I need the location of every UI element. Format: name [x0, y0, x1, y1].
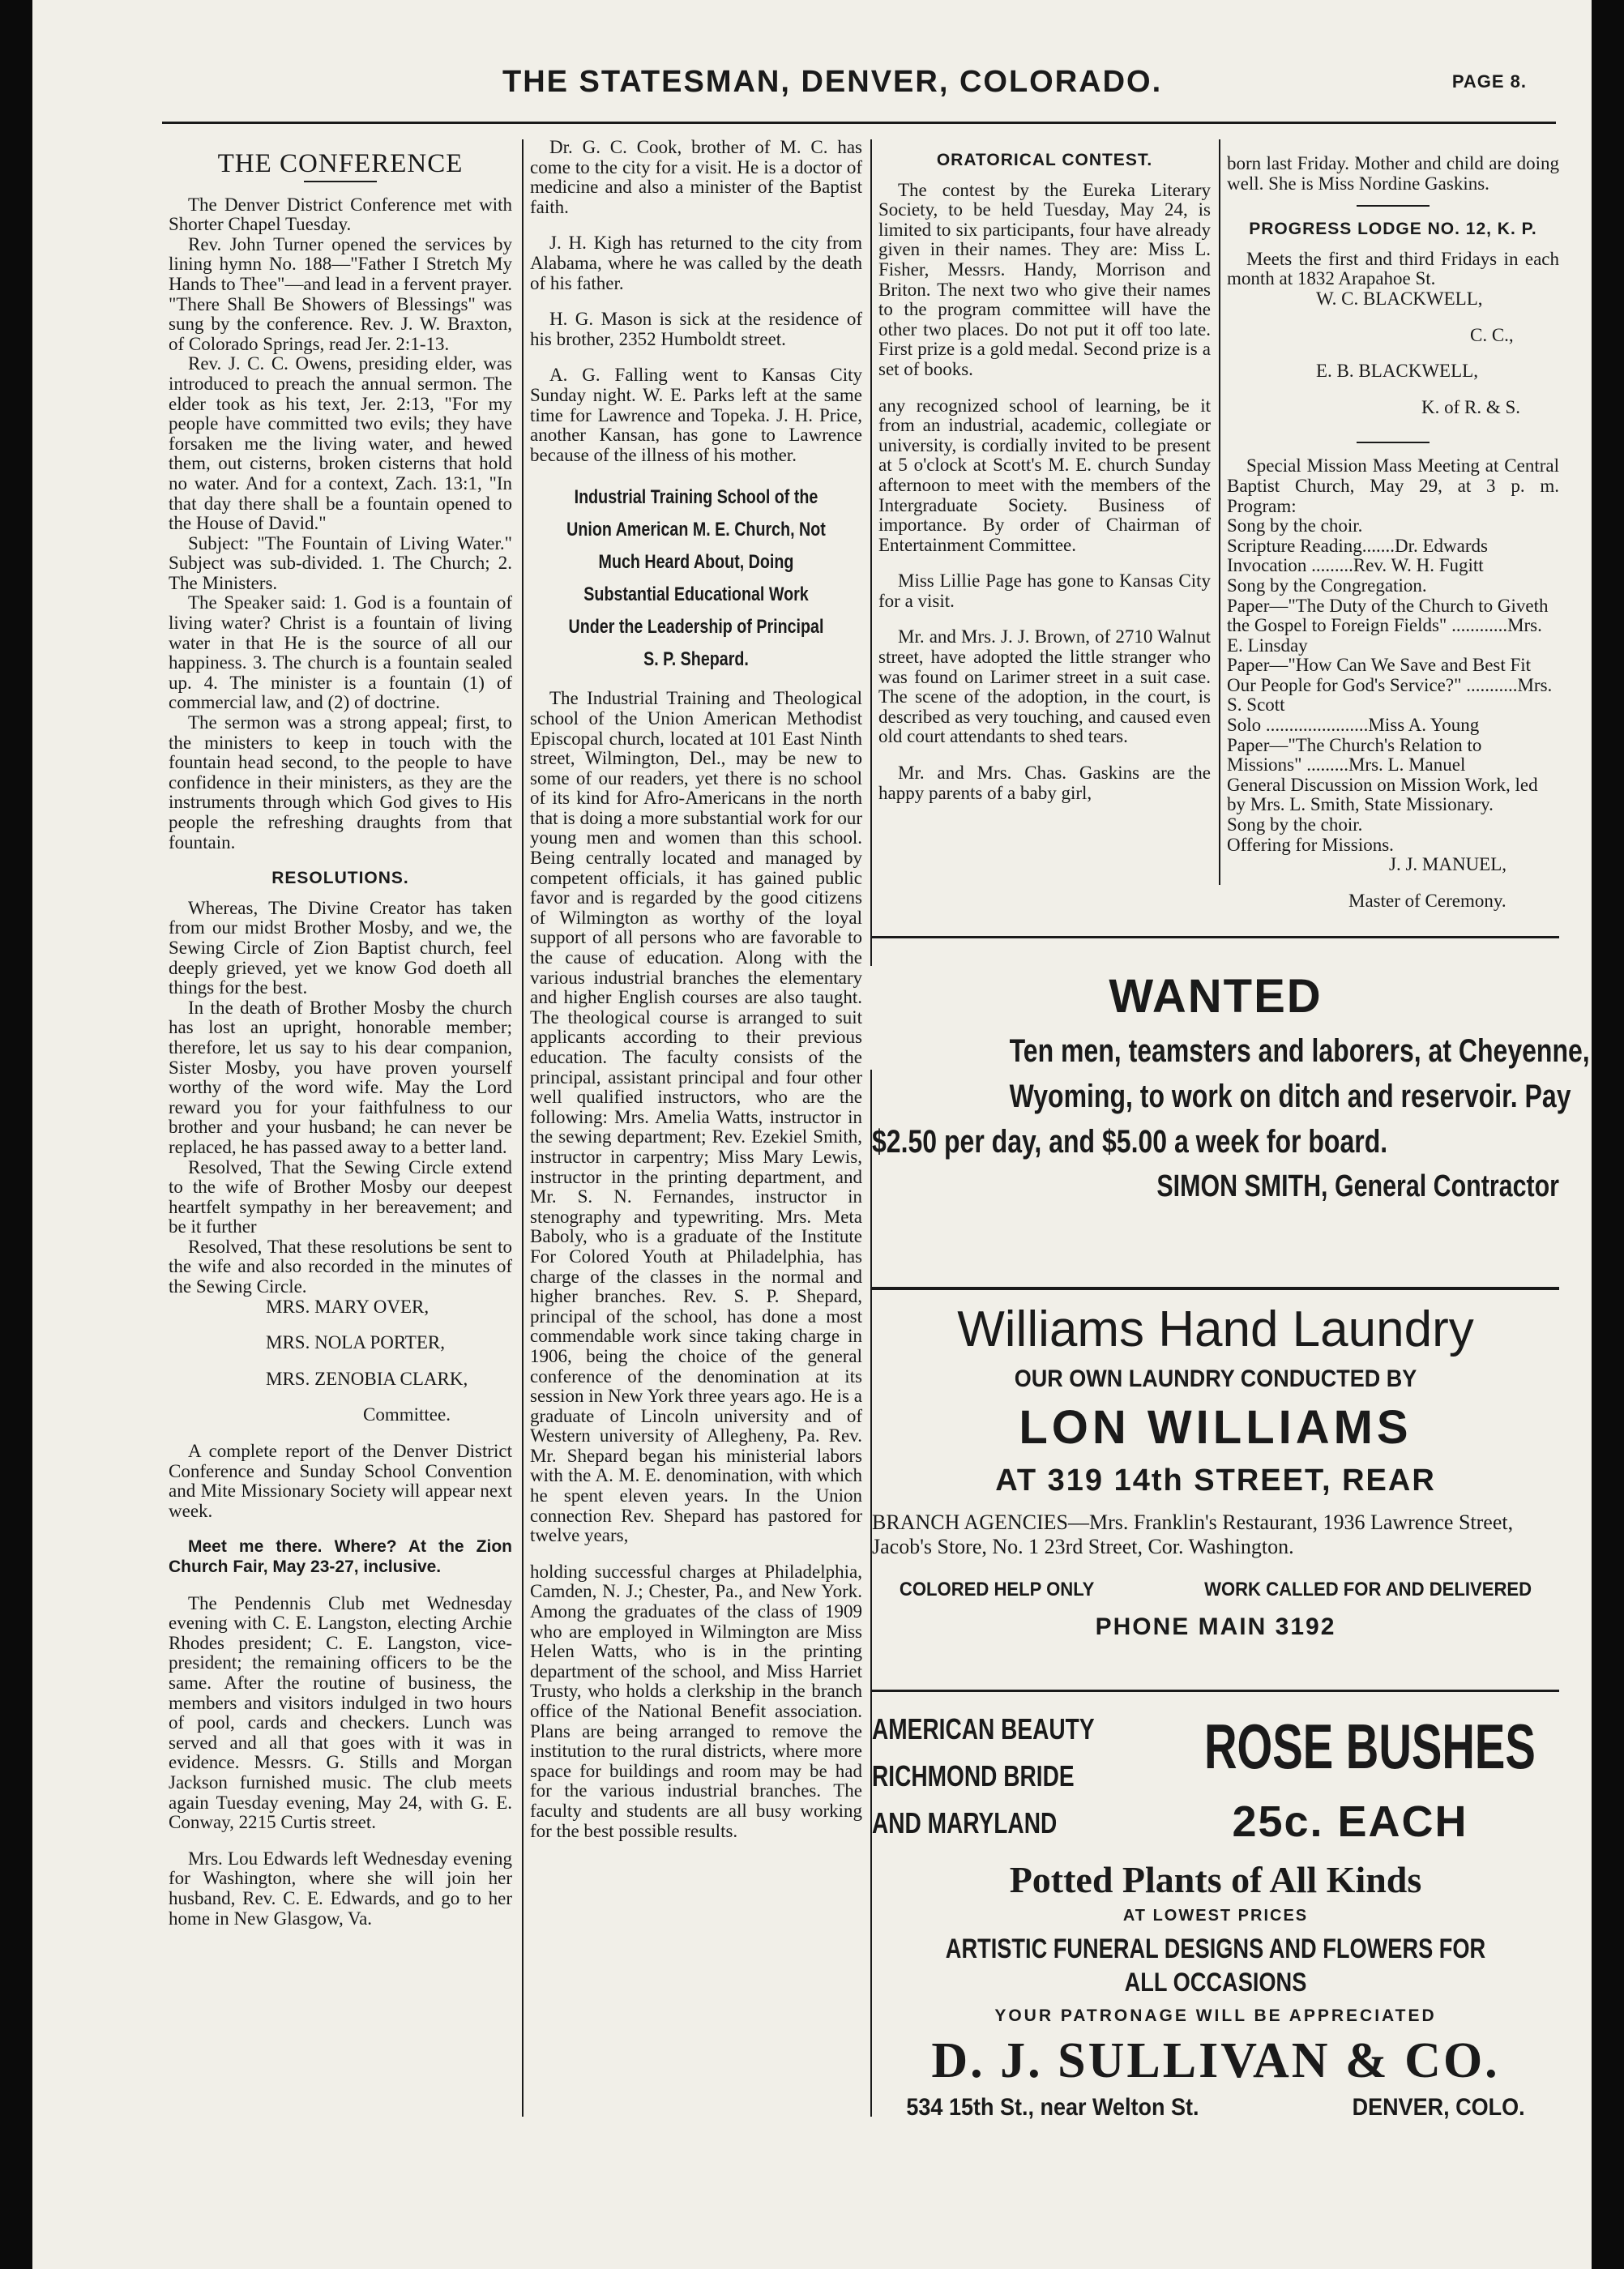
born-paragraph: born last Friday. Mother and child are doing well. She is Miss Nordine Gaskins.: [1227, 153, 1559, 194]
patronage-note: YOUR PATRONAGE WILL BE APPRECIATED: [994, 2006, 1437, 2025]
program-item: Solo ......................Miss A. Young: [1227, 715, 1480, 736]
work-called-label: WORK CALLED FOR AND DELIVERED: [1204, 1579, 1532, 1600]
brown-paragraph: Mr. and Mrs. J. J. Brown, of 2710 Walnut street, have adopted the little stranger who was found on Larimer street in a suit case. The scene of the adoption, in the court, is described as very touching, and caused even old court attendants to shed tears.: [878, 626, 1211, 747]
lodge-signer-title: K. of R. & S.: [1421, 396, 1521, 417]
page-paragraph: Miss Lillie Page has gone to Kansas City for a visit.: [878, 570, 1211, 611]
potted-plants: Potted Plants of All Kinds: [1009, 1859, 1422, 1900]
school-headline: Industrial Training School of the Union American M. E. Church, Not Much Heard About, Doing Substantial Educational Work Under the Leadership of Principal S. P. Shepard.: [566, 486, 826, 671]
column-rule-2: [870, 139, 872, 966]
laundry-branches: BRANCH AGENCIES—Mrs. Franklin's Restaurant, 1936 Lawrence Street, Jacob's Store, No. 1 23rd Street, Cor. Washington.: [872, 1511, 1514, 1558]
edwards-paragraph: Mrs. Lou Edwards left Wednesday evening for Washington, where she will join her husband, Rev. C. E. Edwards, and go to her home in New Glasgow, Va.: [169, 1848, 512, 1929]
resolutions-paragraph: Resolved, That these resolutions be sent to the wife and also recorded in the minutes of the Sewing Circle.: [169, 1236, 512, 1297]
laundry-title: Williams Hand Laundry: [957, 1301, 1474, 1357]
laundry-name: LON WILLIAMS: [1019, 1401, 1412, 1454]
ad-rule-1: [872, 936, 1559, 938]
program-item: Song by the Congregation.: [1227, 575, 1427, 596]
kigh-paragraph: J. H. Kigh has returned to the city from Alabama, where he was called by the death of his father.: [530, 233, 862, 293]
fair-notice: Meet me there. Where? At the Zion Church Fair, May 23-27, inclusive.: [169, 1537, 512, 1576]
resolutions-paragraph: Whereas, The Divine Creator has taken from our midst Brother Mosby, and we, the Sewing Circle of Zion Baptist church, feel deeply grieved, yet we know God doeth all things for the best.: [169, 897, 512, 998]
section-rule: [1357, 205, 1430, 207]
wanted-line: Ten men, teamsters and laborers, at Cheyenne,: [1009, 1033, 1590, 1069]
column-2: [530, 138, 862, 1857]
rose-price: 25c. EACH: [1232, 1797, 1468, 1846]
program-list: [1227, 516, 1559, 855]
program-item: Paper—"The Duty of the Church to Giveth the Gospel to Foreign Fields" ............Mrs. E. Linsday: [1227, 595, 1549, 656]
lodge-signer: E. B. BLACKWELL,: [1316, 361, 1478, 382]
rose-variety: AND MARYLAND: [872, 1806, 1058, 1840]
rose-varieties: [872, 1706, 1095, 1847]
column-3: [878, 138, 1211, 819]
wanted-line: Wyoming, to work on ditch and reservoir. Pay: [1009, 1079, 1571, 1114]
street-address: 534 15th St., near Welton St.: [906, 2094, 1199, 2121]
school-paragraph-continued: holding successful charges at Philadelphia, Camden, N. J.; Chester, Pa., and New York. Among the graduates of the class of 1909 who are employed in Wilmington are Miss Helen Watts, who is in the printing department of the school, and Miss Harriet Trusty, who holds a clerkship in the branch office of the National Benefit association. Plans are being arranged to remove the institution to the rural districts, where more space for buildings and room may be had for the various industrial branches. The faculty and students are all busy working for the best possible results.: [530, 1561, 862, 1841]
laundry-footer: [900, 1579, 1532, 1601]
wanted-line: $2.50 per day, and $5.00 a week for board.: [872, 1124, 1388, 1160]
program-item: Song by the choir.: [1227, 814, 1363, 835]
lodge-heading: PROGRESS LODGE NO. 12, K. P.: [1249, 220, 1537, 239]
column-rule-1: [522, 139, 524, 2117]
wanted-ad: [872, 968, 1590, 1236]
program-item: Invocation .........Rev. W. H. Fugitt: [1227, 555, 1484, 576]
pendennis-paragraph: The Pendennis Club met Wednesday evening with C. E. Langston, electing Archie Rhodes president; C. E. Langston, vice-president; the remaining officers to be the same. After the routine of business, the members and visitors indulged in two hours of pool, cards and checkers. Lunch was served and all that goes with it was in evidence. Messrs. G. Stills and Morgan Jackson furnished music. The club meets again Tuesday evening, May 24, with G. E. Conway, 2215 Curtis street.: [169, 1592, 512, 1833]
rose-bushes-ad: [872, 1698, 1559, 2119]
laundry-address: AT 319 14th STREET, REAR: [995, 1464, 1436, 1498]
resolutions-heading: RESOLUTIONS.: [271, 869, 409, 888]
conference-heading: THE CONFERENCE: [217, 149, 464, 178]
program-item: General Discussion on Mission Work, led by Mrs. L. Smith, State Missionary.: [1227, 774, 1538, 815]
rose-variety: AMERICAN BEAUTY: [872, 1712, 1095, 1746]
rose-variety: RICHMOND BRIDE: [872, 1759, 1075, 1793]
program-item: Paper—"How Can We Save and Best Fit Our People for God's Service?" ...........Mrs. S. Scott: [1227, 655, 1553, 716]
lodge-signer: W. C. BLACKWELL,: [1316, 288, 1483, 309]
laundry-ad: [872, 1297, 1559, 1686]
signer: MRS. ZENOBIA CLARK,: [266, 1368, 468, 1389]
lowest-prices: AT LOWEST PRICES: [1122, 1907, 1309, 1925]
lodge-signer-title: C. C.,: [1470, 324, 1514, 345]
report-paragraph: A complete report of the Denver District Conference and Sunday School Convention and Mite Missionary Society will appear next week.: [169, 1441, 512, 1521]
colored-help-label: COLORED HELP ONLY: [899, 1579, 1095, 1600]
conference-paragraph: The Denver District Conference met with Shorter Chapel Tuesday.: [169, 194, 512, 235]
funeral-designs: ARTISTIC FUNERAL DESIGNS AND FLOWERS FOR: [945, 1934, 1486, 1964]
oratorical-paragraph: The contest by the Eureka Literary Society, to be held Tuesday, May 24, is limited to six participants, four have already given in their names. They are: Miss L. Fisher, Messrs. Handy, Morrison and Briton. The next two who give their names to the program committee will have the other two places. Do not put it off too late. First prize is a gold medal. Second prize is a set of books.: [878, 179, 1211, 379]
masthead: [32, 65, 1592, 105]
ad-rule-2: [872, 1287, 1559, 1290]
wanted-signature: SIMON SMITH, General Contractor: [1156, 1169, 1559, 1203]
cook-paragraph: Dr. G. C. Cook, brother of M. C. has come to the city for a visit. He is a doctor of medicine and also a minister of the Baptist faith.: [530, 137, 862, 217]
section-rule: [1357, 442, 1430, 443]
newspaper-page: [32, 0, 1592, 2269]
laundry-subtitle: OUR OWN LAUNDRY CONDUCTED BY: [1014, 1365, 1417, 1392]
program-item: Song by the choir.: [1227, 515, 1363, 536]
conference-paragraph: Subject: "The Fountain of Living Water." Subject was sub-divided. 1. The Church; 2. The Ministers.: [169, 532, 512, 593]
wanted-title: WANTED: [1109, 970, 1323, 1023]
conference-paragraph: Rev. John Turner opened the services by lining hymn No. 188—"Father I Stretch My Hands to Thee"—and lead in a fervent prayer. "There Shall Be Showers of Blessings" was sung by the conference. Rev. J. W. Braxton, of Colorado Springs, read Jer. 2:1-13.: [169, 233, 512, 354]
conference-paragraph: Rev. J. C. C. Owens, presiding elder, was introduced to preach the annual sermon. The elder took as his text, Jer. 2:13, "For my people have committed two evils; they have forsaken me the living water, and hewed them, out cisterns, broken cisterns that hold no water. And for a context, Zach. 13:1, "In that day there shall be a fountain opened to the House of David.": [169, 353, 512, 534]
program-item: Scripture Reading.......Dr. Edwards: [1227, 535, 1488, 556]
signer: MRS. NOLA PORTER,: [266, 1332, 445, 1353]
masthead-title: THE STATESMAN, DENVER, COLORADO.: [502, 65, 1163, 99]
manuel-title: Master of Ceremony.: [1348, 890, 1506, 911]
resolutions-paragraph: Resolved, That the Sewing Circle extend to the wife of Brother Mosby our deepest heartfelt sympathy in her bereavement; and be it further: [169, 1156, 512, 1237]
resolutions-paragraph: In the death of Brother Mosby the church has lost an upright, honorable member; therefore, let us say to his dear companion, Sister Mosby, you have proven yourself worthy of the word wife. May the Lord reward you for your faithfulness to our brother and your husband; he can never be replaced, he has passed away to a better land.: [169, 997, 512, 1157]
school-paragraph: The Industrial Training and Theological school of the Union American Methodist Episcopal church, located at 101 East Ninth street, Wilmington, Del., may be new to some of our readers, yet there is no school of its kind for Afro-Americans in the north that is doing a more substantial work for our young men and women than this school. Being centrally located and managed by competent officials, it has gained public favor and is regarded by the good citizens of Wilmington as worthy of the loyal support of all persons who are favorable to the cause of education. Along with the various industrial branches the elementary and higher English courses are also taught. The theological course is arranged to suit applicants according to their previous education. The faculty consists of the principal, assistant principal and four other well qualified instructors, who are the following: Mrs. Amelia Watts, instructor in the sewing department; Rev. Ezekiel Smith, instructor in carpentry; Miss Mary Lewis, instructor in the printing department, and Mr. S. N. Fernandes, instructor in stenography and typewriting. Mrs. Meta Baboly, who is a graduate of the Institute For Colored Youth at Philadelphia, has charge of the classes in the normal and higher branches. Rev. S. P. Shepard, principal of the school, has done a most commendable work since taking charge in 1906, being the choice of the general conference of the denomination at its session in New York three years ago. He is a graduate of Lincoln university and of Western university of Allegheny, Pa. Rev. Mr. Shepard began his ministerial labors with the A. M. E. denomination, with which he spent eleven years. In the Union connection Rev. Shepard has pastored for twelve years,: [530, 688, 862, 1546]
rose-headline: ROSE BUSHES: [1204, 1711, 1536, 1782]
city-name: DENVER, COLO.: [1352, 2094, 1525, 2121]
mason-paragraph: H. G. Mason is sick at the residence of his brother, 2352 Humboldt street.: [530, 309, 862, 349]
committee-label: Committee.: [363, 1404, 451, 1425]
column-1: [169, 138, 512, 1945]
conference-paragraph: The Speaker said: 1. God is a fountain of living water? Christ is a fountain of living water in that He is the source of all our happiness. 3. The church is a fountain sealed up. 4. The minister is a fountain (1) of commercial law, and (2) of doctrine.: [169, 592, 512, 713]
manuel-signature: J. J. MANUEL,: [1389, 854, 1507, 875]
program-item: Offering for Missions.: [1227, 834, 1394, 855]
signer: MRS. MARY OVER,: [266, 1296, 430, 1317]
gaskins-paragraph: Mr. and Mrs. Chas. Gaskins are the happy parents of a baby girl,: [878, 763, 1211, 803]
company-name: D. J. SULLIVAN & CO.: [931, 2033, 1500, 2088]
falling-paragraph: A. G. Falling went to Kansas City Sunday night. W. E. Parks left at the same time for Lawrence and Topeka. J. H. Price, another Kansan, has gone to Lawrence because of the illness of his mother.: [530, 365, 862, 465]
ad-rule-3: [872, 1690, 1559, 1692]
column-4: [1227, 138, 1559, 927]
heading-rule: [304, 181, 377, 182]
invite-paragraph: any recognized school of learning, be it from an industrial, academic, collegiate or university, is cordially invited to be present at 5 o'clock at Scott's M. E. church Sunday afternoon to meet with the members of the Intergraduate Society. Business of importance. By order of Chairman of Entertainment Committee.: [878, 395, 1211, 555]
program-item: Paper—"The Church's Relation to Missions" .........Mrs. L. Manuel: [1227, 734, 1482, 776]
conference-paragraph: The sermon was a strong appeal; first, to the ministers to keep in touch with the fountain head second, to the people to have confidence in their ministers, as they are the instruments through which God gives to His people the refreshing draughts from that fountain.: [169, 712, 512, 852]
all-occasions: ALL OCCASIONS: [1124, 1968, 1307, 1997]
laundry-phone: PHONE MAIN 3192: [1095, 1613, 1336, 1640]
column-rule-3: [1219, 139, 1220, 885]
page-number: PAGE 8.: [1451, 71, 1527, 92]
masthead-rule: [162, 122, 1556, 124]
lodge-paragraph: Meets the first and third Fridays in each month at 1832 Arapahoe St.: [1227, 248, 1559, 289]
company-address: [906, 2093, 1524, 2122]
oratorical-heading: ORATORICAL CONTEST.: [936, 151, 1153, 169]
mission-paragraph: Special Mission Mass Meeting at Central Baptist Church, May 29, at 3 p. m. Program:: [1227, 455, 1559, 516]
